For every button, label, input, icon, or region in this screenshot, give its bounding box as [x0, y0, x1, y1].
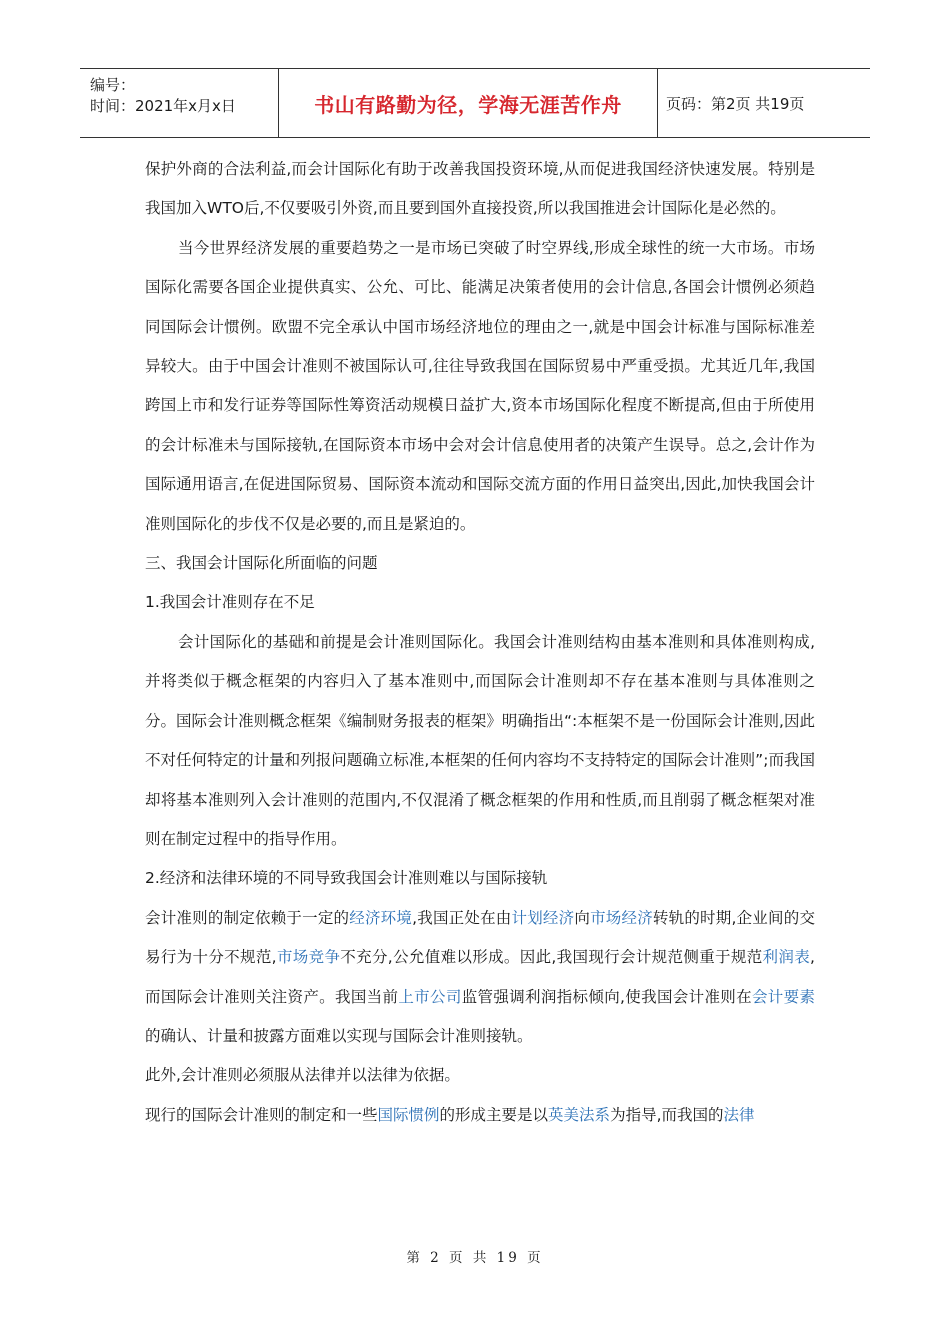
text-run: 为指导,而我国的	[610, 1105, 724, 1124]
text-run: 的形成主要是以	[439, 1105, 549, 1124]
text-run: 现行的国际会计准则的制定和一些	[145, 1105, 378, 1124]
page-footer: 第 2 页 共 19 页	[406, 1250, 544, 1266]
link-international-practice[interactable]: 国际惯例	[377, 1105, 440, 1124]
header-page-info: 页码：第2页 共19页	[666, 94, 805, 113]
text-run: 转轨的时期,企业间的交易行为十分不规范,	[145, 908, 815, 967]
subsection-heading-1: 1.我国会计准则存在不足	[145, 593, 315, 612]
link-common-law[interactable]: 英美法系	[548, 1105, 611, 1124]
paragraph-6	[145, 1096, 815, 1135]
paragraph-4	[145, 899, 815, 1057]
text-run: 不充分,公允值难以形成。因此,我国现行会计规范侧重于规范	[340, 948, 763, 967]
text-run: ,而国际会计准则关注资产。我国当前	[145, 948, 815, 1006]
header-motto: 书山有路勤为径，学海无涯苦作舟	[314, 92, 622, 117]
link-economic-environment[interactable]: 经济环境	[349, 908, 413, 927]
link-market-economy[interactable]: 市场经济	[590, 908, 653, 927]
header-motto-cell	[279, 69, 658, 137]
link-law[interactable]: 法律	[723, 1105, 755, 1124]
link-listed-company[interactable]: 上市公司	[398, 987, 462, 1006]
document-body	[145, 150, 815, 1135]
document-time-label: 时间：2021年x月x日	[90, 97, 236, 115]
document-number-label: 编号：	[90, 76, 136, 94]
section-heading-3: 三、我国会计国际化所面临的问题	[145, 554, 378, 573]
text-run: 的确认、计量和披露方面难以实现与国际会计准则接轨。	[145, 1026, 533, 1045]
link-planned-economy[interactable]: 计划经济	[511, 908, 575, 927]
link-income-statement[interactable]: 利润表	[762, 948, 811, 967]
paragraph-1: 保护外商的合法利益,而会计国际化有助于改善我国投资环境,从而促进我国经济快速发展。特别是我国加入WTO后,不仅要吸引外资,而且要到国外直接投资,所以我国推进会计国际化是必然的。	[145, 160, 815, 218]
text-run: 监管强调利润指标倾向,使我国会计准则在	[461, 987, 752, 1006]
text-run: ,我国正处在由	[412, 908, 512, 927]
header-page-cell	[658, 69, 870, 137]
paragraph-5: 此外,会计准则必须服从法律并以法律为依据。	[145, 1066, 460, 1085]
paragraph-3: 会计国际化的基础和前提是会计准则国际化。我国会计准则结构由基本准则和具体准则构成,并将类似于概念框架的内容归入了基本准则中,而国际会计准则却不存在基本准则与具体准则之分。国际会计准则概念框架《编制财务报表的框架》明确指出“:本框架不是一份国际会计准则,因此不对任何特定的计量和列报问题确立标准,本框架的任何内容均不支持特定的国际会计准则”;而我国却将基本准则列入会计准则的范围内,不仅混淆了概念框架的作用和性质,而且削弱了概念框架对准则在制定过程中的指导作用。	[145, 632, 815, 848]
link-accounting-elements[interactable]: 会计要素	[751, 987, 815, 1006]
text-run: 向	[574, 908, 591, 927]
paragraph-2: 当今世界经济发展的重要趋势之一是市场已突破了时空界线,形成全球性的统一大市场。市场国际化需要各国企业提供真实、公允、可比、能满足决策者使用的会计信息,各国会计惯例必须趋同国际会计惯例。欧盟不完全承认中国市场经济地位的理由之一,就是中国会计标准与国际标准差异较大。由于中国会计准则不被国际认可,往往导致我国在国际贸易中严重受损。尤其近几年,我国跨国上市和发行证券等国际性筹资活动规模日益扩大,资本市场国际化程度不断提高,但由于所使用的会计标准未与国际接轨,在国际资本市场中会对会计信息使用者的决策产生误导。总之,会计作为国际通用语言,在促进国际贸易、国际资本流动和国际交流方面的作用日益突出,因此,加快我国会计准则国际化的步伐不仅是必要的,而且是紧迫的。	[145, 238, 815, 533]
header-table	[80, 68, 870, 138]
text-run: 会计准则的制定依赖于一定的	[145, 908, 350, 927]
subsection-heading-2: 2.经济和法律环境的不同导致我国会计准则难以与国际接轨	[145, 869, 548, 888]
link-market-competition[interactable]: 市场竞争	[276, 948, 341, 967]
header-meta-cell	[80, 69, 279, 137]
